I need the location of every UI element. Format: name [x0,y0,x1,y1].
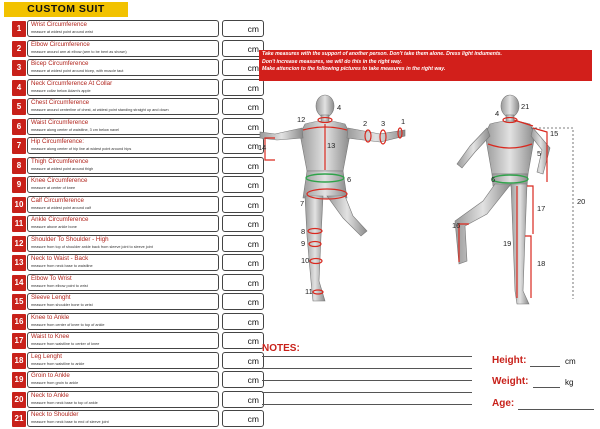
figure-number-back: 1 [401,117,406,126]
height-field[interactable] [530,366,560,367]
measure-label-box [27,410,219,427]
age-label: Age: [492,398,515,409]
measure-number: 17 [12,333,26,349]
measurement-row [12,351,259,371]
measure-description: measure at center of knee [31,186,76,190]
measure-number: 1 [12,21,26,37]
measure-label-box [27,98,219,115]
measure-label: Wrist Circumference [31,21,87,28]
measure-number: 6 [12,119,26,135]
figure-number-back: 11 [305,287,313,296]
measure-label: Waist to Knee [31,333,70,340]
measure-description: measure from waistline to ankle [31,361,85,366]
measure-label-box [27,254,219,271]
measure-description: measure from top of shoulder ankle back from sleeve joint to sleeve joint [31,244,153,249]
measure-label-box [27,59,219,76]
measure-description: measure from elbow point to wrist [31,283,88,288]
measure-label: Neck to Waist - Back [31,255,89,262]
instruction-line: Take measures with the support of another person. Don't take them alone. Dress light induments. [262,51,502,57]
measure-unit: cm [247,102,259,112]
measure-description: measure at widest point around calf [31,205,91,210]
measure-number: 21 [12,411,26,427]
measure-unit: cm [247,160,259,171]
measure-label: Waist Circumference [31,118,89,126]
measure-label: Ankle Circumference [31,216,89,223]
measure-label-box [27,352,219,369]
measure-unit: cm [247,219,259,229]
figure-number-front: 19 [503,239,512,248]
figure-number-back: 13 [327,141,336,150]
measure-number: 3 [12,60,26,76]
measure-label: Knee to Ankle [31,313,70,321]
measure-unit: cm [247,63,259,73]
measure-value-field[interactable] [222,371,264,388]
figure-number-back: 6 [347,175,352,184]
figure-number-back: 8 [301,227,306,236]
measure-label: Shoulder To Shoulder - High [31,235,109,243]
age-field[interactable] [518,409,594,410]
measure-label-box [27,20,219,37]
instruction-line: Don't increase measures, we will do this in the right way. [262,58,402,65]
measure-number: 7 [12,138,26,154]
measure-description: measure at widest point around bicep, with muscle taut [31,69,124,73]
measurement-row [12,19,259,39]
measure-unit: cm [247,355,259,366]
measure-description: measure from groin to ankle [31,381,79,385]
measure-unit: cm [247,238,259,249]
measure-label: Neck to Ankle [31,391,69,399]
weight-unit: kg [565,378,574,387]
measure-number: 11 [12,216,26,232]
notes-title: NOTES: [262,343,300,354]
measure-unit: cm [247,297,259,307]
measure-value-field[interactable] [222,352,264,369]
measure-unit: cm [247,316,259,327]
measure-label: Chest Circumference [31,99,90,106]
figure-number-front: 20 [577,197,586,206]
measure-description: measure from neck base to waistline [31,264,93,268]
measure-description: measure from neck base to top of ankle [31,400,98,405]
figure-number-back: 2 [363,119,368,128]
instruction-line: Make attencion to the following pictures to take measures in the right way. [262,66,446,72]
measure-description: measure at widest point around thigh [31,166,94,171]
measure-label: Thigh Circumference [31,157,89,165]
measure-number: 19 [12,372,26,388]
measure-value-field[interactable] [222,410,264,427]
page-title: CUSTOM SUIT [4,2,128,17]
figure-number-front: 16 [452,221,461,230]
measure-unit: cm [247,180,259,190]
measure-label-box [27,274,219,291]
measure-label: Neck Circumference At Collar [31,79,113,87]
figure-number-back: 3 [381,119,386,128]
measure-label: Elbow To Wrist [31,274,72,282]
measure-value-field[interactable] [222,59,264,76]
figure-number-front: 4 [495,109,500,118]
notes-line[interactable] [262,380,472,381]
weight-field[interactable] [533,387,560,388]
measurement-row [12,39,259,59]
measure-label-box [27,332,219,349]
measurement-row [12,117,259,137]
measurement-row [12,273,259,293]
measure-description: measure around centerline of chest, at widest point standing straight up and down [31,108,169,112]
measure-number: 20 [12,392,26,408]
measure-description: measure from center of knee to top of ankle [31,322,105,327]
measure-label-box [27,293,219,310]
measure-number: 18 [12,353,26,369]
measurement-row [12,214,259,234]
measure-value-field[interactable] [222,40,264,57]
measure-description: measure at widest point around wrist [31,30,93,34]
measure-label: Sleeve Lenght [31,294,71,301]
notes-line[interactable] [262,356,472,357]
measure-label-box [27,79,219,96]
measure-label: Hip Circumference: [31,138,84,145]
notes-line[interactable] [262,404,472,405]
measure-label-box [27,157,219,174]
measurement-row [12,370,259,390]
measure-number: 16 [12,314,26,330]
measure-unit: cm [247,277,259,288]
measure-unit: cm [247,199,259,210]
measure-label: Calf Circumference [31,196,84,204]
measure-value-field[interactable] [222,20,264,37]
measure-unit: cm [247,141,259,151]
measure-label-box [27,371,219,388]
measure-unit: cm [247,24,259,34]
figure-number-front: 18 [537,259,546,268]
measure-label: Groin to Ankle [31,372,70,379]
measure-label-box [27,176,219,193]
measure-description: measure along center of hip line at widest point around hips [31,147,132,151]
measurement-row [12,234,259,254]
weight-label: Weight: [492,376,529,387]
measure-number: 13 [12,255,26,271]
figure-number-back: 12 [297,115,306,124]
figure-number-back: 14 [258,143,267,152]
measure-label-box [27,40,219,57]
measure-label: Bicep Circumference [31,60,89,67]
measure-unit: cm [247,121,259,132]
measure-label-box [27,137,219,154]
measurement-row [12,78,259,98]
figure-number-back: 7 [300,199,305,208]
measure-number: 9 [12,177,26,193]
figure-number-front: 5 [537,149,542,158]
height-label: Height: [492,355,527,366]
measurement-row [12,390,259,410]
measure-label: Neck to Shoulder [31,411,79,418]
measure-description: measure from neck base to end of sleeve joint [31,420,109,424]
measurement-row [12,195,259,215]
measure-value-field[interactable] [222,391,264,408]
notes-line[interactable] [262,368,472,369]
measure-unit: cm [247,258,259,268]
figure-number-front: 21 [521,102,530,111]
measure-label-box [27,215,219,232]
measure-label: Knee Circumference [31,177,88,184]
measurement-figures [255,86,600,336]
measure-description: measure from shoulder bone to wrist [31,303,93,307]
measure-description: measure from waistline to center of knee [31,342,100,346]
front-view-figure [455,95,550,304]
measure-description: measure above ankle bone [31,225,77,229]
measure-label: Leg Lenght [31,352,62,360]
figure-number-back: 4 [337,103,342,112]
measure-description: measure collar below Adam's apple [31,88,91,93]
measure-unit: cm [247,43,259,54]
measurement-row [12,409,259,429]
measure-description: measure along center of waistline, 3 cm below navel [31,127,120,132]
measure-number: 4 [12,80,26,96]
notes-line[interactable] [262,392,472,393]
measure-number: 2 [12,41,26,57]
measurement-row [12,253,259,273]
measure-label-box [27,313,219,330]
measure-number: 15 [12,294,26,310]
measurement-row [12,58,259,78]
measure-number: 14 [12,275,26,291]
measure-number: 12 [12,236,26,252]
measure-label-box [27,118,219,135]
measure-label: Elbow Circumference [31,40,90,48]
measure-unit: cm [247,394,259,405]
measure-unit: cm [247,336,259,346]
measure-unit: cm [247,414,259,424]
measurement-row [12,156,259,176]
figure-number-front: 17 [537,204,546,213]
measurement-row [12,175,259,195]
measure-number: 10 [12,197,26,213]
measurement-row [12,136,259,156]
measure-description: measure around arm at elbow (arm to be bent as shown) [31,49,127,54]
measure-number: 8 [12,158,26,174]
measure-number: 5 [12,99,26,115]
measurement-list [12,19,259,429]
measure-label-box [27,235,219,252]
measurement-row [12,292,259,312]
figure-number-front: 6 [491,175,496,184]
figure-number-back: 9 [301,239,306,248]
measure-unit: cm [247,375,259,385]
height-unit: cm [565,357,576,366]
measurement-row [12,312,259,332]
figure-number-back: 10 [301,256,310,265]
measurement-row [12,331,259,351]
measurement-row [12,97,259,117]
measure-unit: cm [247,82,259,93]
instructions-banner [259,50,592,81]
measure-label-box [27,196,219,213]
figure-number-front: 15 [550,129,559,138]
measure-label-box [27,391,219,408]
